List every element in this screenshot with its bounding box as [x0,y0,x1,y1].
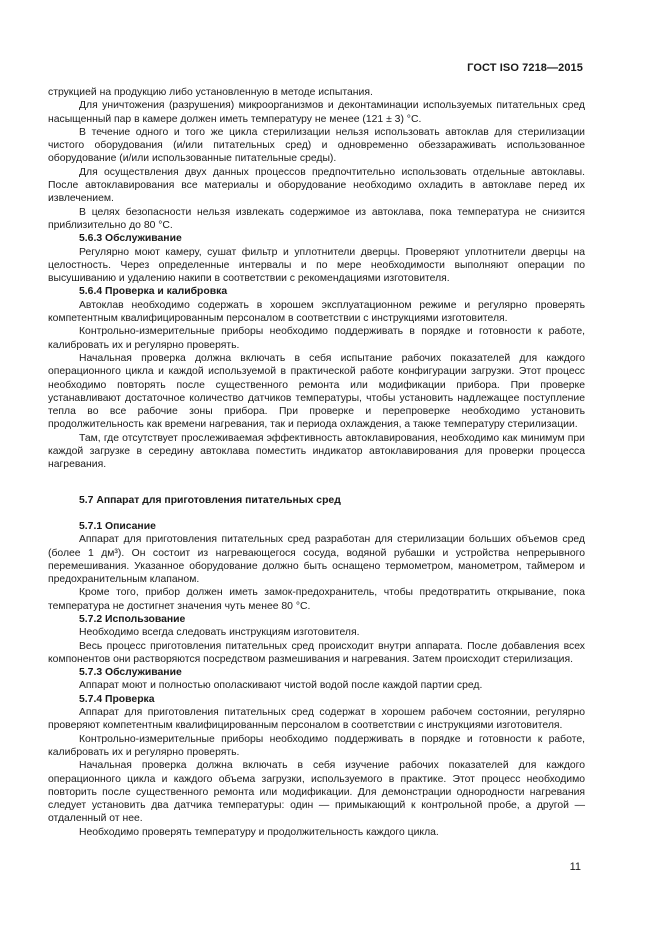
paragraph: Кроме того, прибор должен иметь замок-предохранитель, чтобы предотвратить открывание, пока температура не достигнет значения чуть менее 80 °С. [48,587,585,612]
paragraph: Аппарат для приготовления питательных сред содержат в хорошем рабочем состоянии, регулярно проверяют компетентным квалифицированным персоналом в соответствии с инструкциями изготовителя. [48,707,585,732]
paragraph: Для уничтожения (разрушения) микроорганизмов и деконтаминации используемых питательных сред насыщенный пар в камере должен иметь температуру не менее (121 ± 3) °С. [48,100,585,125]
subsection-heading: 5.7.2 Использование [79,613,186,625]
subsection-heading: 5.6.3 Обслуживание [79,233,182,245]
paragraph: Для осуществления двух данных процессов предпочтительно использовать отдельные автоклавы. После автоклавирования все материалы и оборудование необходимо охладить в автоклаве перед их извлечением. [48,166,585,205]
standard-header: ГОСТ ISO 7218—2015 [467,62,583,74]
spacer [48,507,585,520]
paragraph: Автоклав необходимо содержать в хорошем эксплуатационном режиме и регулярно проверять компетентным квалифицированным персоналом в соответствии с инструкциями изготовителя. [48,299,585,325]
section-heading: 5.7 Аппарат для приготовления питательных сред [79,494,341,506]
document-body [48,86,585,839]
subsection-heading: 5.7.1 Описание [79,520,156,532]
paragraph: В течение одного и того же цикла стерилизации нельзя использовать автоклав для стерилизации чистого оборудования (и/или питательных сред) и одновременно обеззараживать использованное оборудование (и/или использованные питательные среды). [48,126,585,165]
paragraph: Начальная проверка должна включать в себя испытание рабочих показателей для каждого операционного цикла и каждой используемой в практической работе конфигурации загрузки. Этот процесс необходимо повторять после существенного ремонта или модификации прибора. При проверке устанавливают достаточное количество датчиков температуры, чтобы установить надлежащее поступление тепла во все рабочие зоны прибора. При проверке и перепроверке необходимо установить продолжительность как времени нагревания, так и периода охлаждения, а также температуру стерилизации. [48,352,585,431]
paragraph: Необходимо всегда следовать инструкциям изготовителя. [79,627,360,639]
paragraph: Там, где отсутствует прослеживаемая эффективность автоклавирования, необходимо как минимум при каждой загрузке в середину автоклава поместить индикатор автоклавирования для проверки процесса нагревания. [48,432,585,471]
paragraph: В целях безопасности нельзя извлекать содержимое из автоклава, пока температура не снизится приблизительно до 80 °С. [48,206,585,231]
subsection-heading: 5.7.4 Проверка [79,693,155,705]
paragraph: Аппарат для приготовления питательных сред разработан для стерилизации больших объемов сред (более 1 дм³). Он состоит из нагревающегося сосуда, водяной рубашки и устройства непрерывного перемешивания. Указанное оборудование должно быть оснащено термометром, манометром, таймером и предохранительным клапаном. [48,534,585,586]
page-number: 11 [569,861,581,873]
paragraph: Необходимо проверять температуру и продолжительность каждого цикла. [79,826,439,838]
paragraph: Весь процесс приготовления питательных сред происходит внутри аппарата. После добавления всех компонентов они растворяются посредством размешивания и нагревания. Затем происходит стерилизация. [48,640,585,665]
subsection-heading: 5.6.4 Проверка и калибровка [79,286,228,298]
paragraph: Аппарат моют и полностью ополаскивают чистой водой после каждой партии сред. [79,680,483,692]
paragraph: Контрольно-измерительные приборы необходимо поддерживать в порядке и готовности к работе, калибровать их и регулярно проверять. [48,733,585,758]
paragraph: Начальная проверка должна включать в себя изучение рабочих показателей для каждого операционного цикла и каждого объема загрузки, используемого в практике. Этот процесс необходимо повторить после существенного ремонта или модификации. Для демонстрации однородности нагревания следует установить два датчика температуры: один — примыкающий к контрольной пробе, а другой — отдаленный от нее. [48,760,585,825]
paragraph: Регулярно моют камеру, сушат фильтр и уплотнители дверцы. Проверяют уплотнители дверцы на целостность. Через определенные интервалы и по мере необходимости выполняют операции по высушиванию и удалению накипи в соответствии с рекомендациями изготовителя. [48,246,585,285]
subsection-heading: 5.7.3 Обслуживание [79,667,182,679]
paragraph: Контрольно-измерительные приборы необходимо поддерживать в порядке и готовности к работе, калибровать их и регулярно проверять. [48,326,585,351]
spacer [48,472,585,494]
paragraph: струкцией на продукцию либо установленную в методе испытания. [48,87,373,98]
